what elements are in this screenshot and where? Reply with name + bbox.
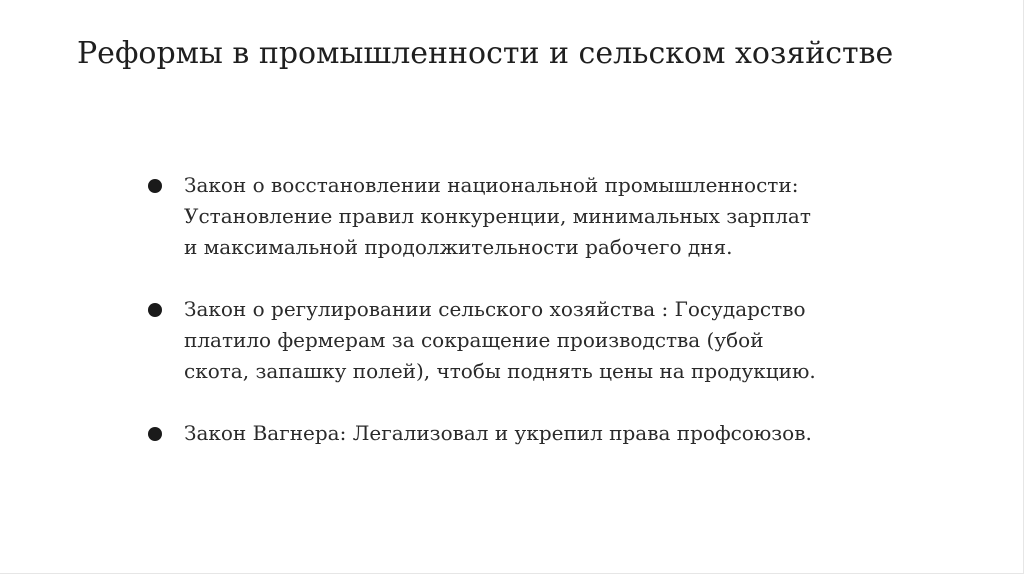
bullet-item-agriculture-law bbox=[148, 294, 928, 387]
bullet-text-line: Установление правил конкуренции, минимальных зарплат bbox=[184, 204, 811, 228]
bullet-dot-icon bbox=[148, 427, 162, 441]
bullet-item-wagner-law bbox=[148, 418, 928, 449]
bullet-text-line: платило фермерам за сокращение производства (убой bbox=[184, 328, 764, 352]
bullet-text-line: Закон о регулировании сельского хозяйства : Государство bbox=[184, 297, 806, 321]
bullet-item-industry-law bbox=[148, 170, 928, 263]
bullet-text-line: Закон Вагнера: Легализовал и укрепил права профсоюзов. bbox=[184, 421, 812, 445]
bullet-list bbox=[148, 170, 928, 449]
bullet-dot-icon bbox=[148, 303, 162, 317]
bullet-text-line: Закон о восстановлении национальной промышленности: bbox=[184, 173, 799, 197]
slide-title: Реформы в промышленности и сельском хозяйстве bbox=[77, 36, 894, 71]
bullet-text-line: скота, запашку полей), чтобы поднять цены на продукцию. bbox=[184, 359, 816, 383]
bullet-text-line: и максимальной продолжительности рабочего дня. bbox=[184, 235, 733, 259]
bullet-dot-icon bbox=[148, 179, 162, 193]
